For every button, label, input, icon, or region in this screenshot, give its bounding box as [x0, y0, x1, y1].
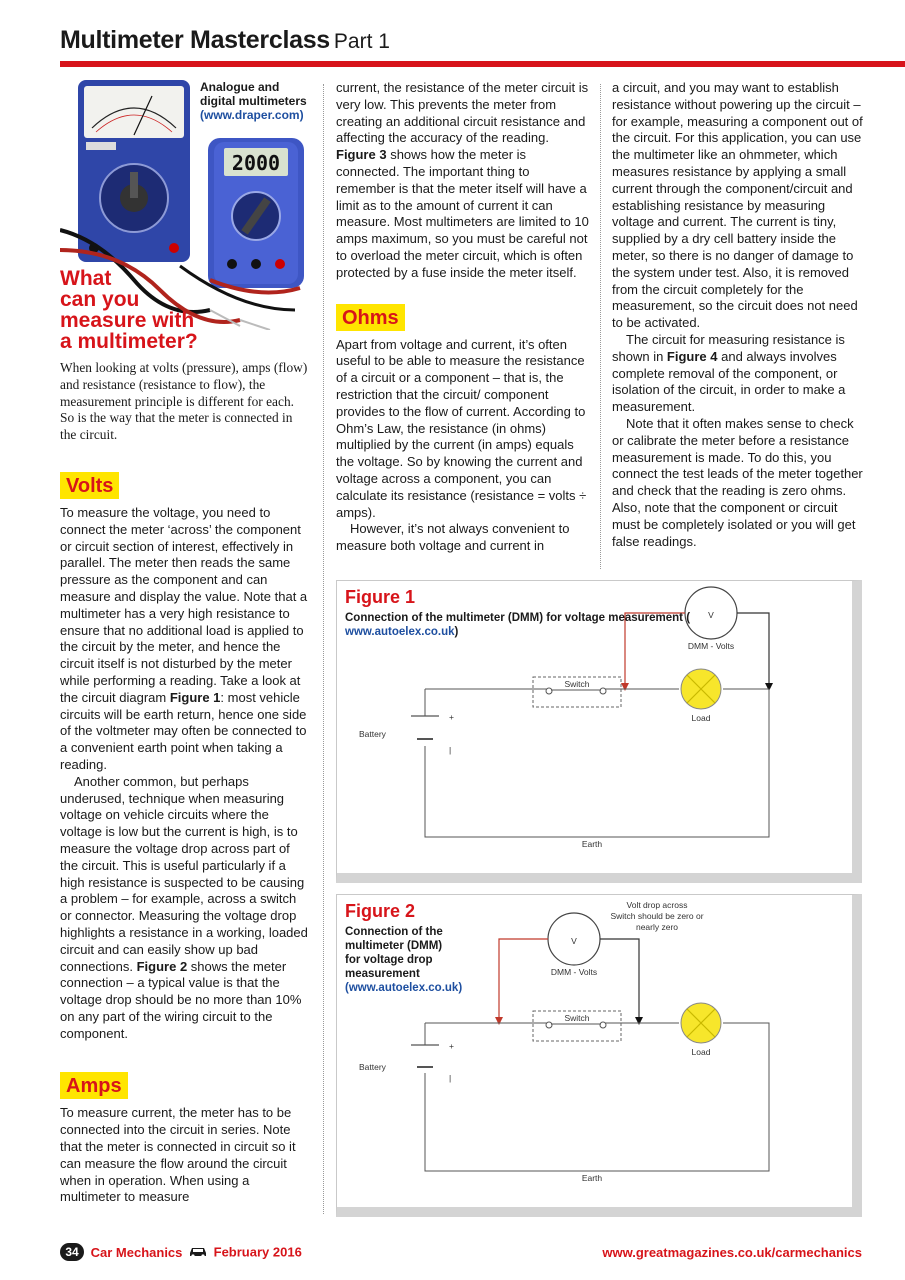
svg-text:Volt drop across: Volt drop across: [626, 900, 688, 910]
column-divider-1: [323, 84, 324, 1214]
svg-text:Switch: Switch: [564, 679, 590, 689]
ohms-heading: Ohms: [336, 304, 405, 331]
svg-text:Battery: Battery: [359, 1062, 386, 1072]
column-divider-2: [600, 84, 601, 569]
black-probe-wire: [737, 613, 769, 685]
autoelex-link-2[interactable]: (www.autoelex.co.uk): [345, 982, 463, 994]
page-number: 34: [60, 1243, 84, 1261]
volts-paragraph-1: To measure the voltage, you need to connect the meter ‘across’ the component or circuit section of interest, effectively in parallel. The meter then reads the same pressure as the component and can measure and display the value. Note that a multimeter has a very high resistance to ensure that no additional load is applied to the circuit by the meter, and hence the circuit itself is not disturbed by the meter while performing a reading. Take a look at the circuit diagram Figure 1: most vehicle circuits will be earth return, hence one side of the voltmeter may often be connected to a convenient earth point when taking a reading.: [60, 504, 308, 772]
svg-text:+: +: [449, 712, 454, 722]
svg-text:DMM - Volts: DMM - Volts: [687, 641, 735, 651]
black-probe-wire: [600, 939, 639, 1019]
column-3: [612, 80, 865, 550]
red-probe-wire: [499, 939, 548, 1019]
svg-text:Battery: Battery: [359, 729, 386, 739]
volts-heading: Volts: [60, 472, 119, 499]
intro-heading: What can you measure with a multimeter?: [60, 267, 198, 353]
page-header: [60, 26, 905, 55]
svg-text:Load: Load: [691, 1047, 711, 1057]
svg-text:Switch should be zero or: Switch should be zero or: [610, 911, 704, 921]
svg-text:V: V: [708, 610, 714, 620]
svg-text:DMM - Volts: DMM - Volts: [550, 967, 598, 977]
ohms-paragraph-4: The circuit for measuring resistance is shown in Figure 4 and always involves complete removal of the component, or isolation of the circuit, in order to make a measurement.: [612, 331, 846, 415]
circuit-wiring: [425, 689, 769, 837]
car-icon: [188, 1246, 208, 1258]
figure-1: [336, 580, 862, 883]
svg-text:Earth: Earth: [581, 839, 603, 849]
issue-date: February 2016: [213, 1244, 302, 1260]
figure-2-caption: Connection of the multimeter (DMM) for voltage drop measurement (www.autoelex.co.uk): [345, 926, 463, 994]
circuit-wiring: [425, 1023, 769, 1171]
svg-text:Load: Load: [691, 713, 711, 723]
figure-2: [336, 894, 862, 1217]
column-2: [336, 80, 589, 555]
ohms-paragraph-3: a circuit, and you may want to establish resistance without powering up the circuit – for example, measuring a component out of the circuit. For this application, you can use the multimeter like an ohmmeter, which measures resistance by applying a small current through the component/circuit and establishing resistance by measuring voltage and current. The current is tiny, supplied by a dry cell battery inside the meter, so there is no danger of damage to the system under test. Also, it is removed from the circuit completely for the measurement, so the circuit does not need to be activated.: [612, 80, 863, 331]
header-rule: [60, 61, 905, 67]
photo-caption: Analogue and digital multimeters (www.draper.com): [200, 80, 315, 122]
ohms-paragraph-2: However, it’s not always convenient to measure both voltage and current in: [336, 521, 570, 554]
intro-text: When looking at volts (pressure), amps (flow) and resistance (resistance to flow), the measurement principle is different for each. So is the way that the meter is connected in the circuit.: [60, 360, 308, 443]
page-part: Part 1: [333, 30, 390, 53]
svg-text:Switch: Switch: [564, 1013, 590, 1023]
analogue-meter-dial: [84, 86, 184, 138]
digital-meter-reading: 2000: [231, 151, 281, 175]
amps-heading: Amps: [60, 1072, 128, 1099]
column-1: [60, 80, 310, 1206]
figure-1-caption: Connection of the multimeter (DMM) for voltage measurement ( www.autoelex.co.uk): [345, 612, 691, 638]
draper-link[interactable]: (www.draper.com): [200, 108, 304, 122]
amps-paragraph-2: current, the resistance of the meter circuit is very low. This prevents the meter from creating an additional circuit resistance and affecting the accuracy of the reading. Figure 3 shows how the meter is connected. The important thing to remember is that the meter itself will have a limit as to the amount of current it can measure. Most multimeters are limited to 10 amps maximum, so you must be careful not to overload the meter circuit, which is often protected by a fuse inside the meter itself.: [336, 80, 589, 280]
ohms-paragraph-5: Note that it often makes sense to check or calibrate the meter before a resistance measurement is made. To do this, you connect the test leads of the meter together and check that the reading is zero ohms. Also, note that the component or circuit must be completely isolated or you will get false readings.: [612, 415, 863, 549]
svg-text:|: |: [449, 745, 452, 755]
autoelex-link-1[interactable]: www.autoelex.co.uk: [345, 626, 455, 638]
svg-text:+: +: [449, 1041, 454, 1051]
amps-paragraph-1: To measure current, the meter has to be connected into the circuit in series. Note that the meter is connected in circuit so it can measure the flow around the circuit when in operation. When using a multimeter to measure: [60, 1105, 296, 1205]
svg-text:|: |: [449, 1073, 452, 1083]
svg-text:nearly zero: nearly zero: [635, 922, 679, 932]
page-footer: [60, 1243, 862, 1263]
page-title: Multimeter Masterclass: [60, 26, 330, 54]
figure-2-title: Figure 2: [345, 901, 416, 921]
svg-text:Earth: Earth: [581, 1173, 603, 1183]
figure-1-title: Figure 1: [345, 587, 416, 607]
svg-text:V: V: [571, 936, 577, 946]
website-link[interactable]: www.greatmagazines.co.uk/carmechanics: [602, 1245, 862, 1260]
magazine-name: Car Mechanics: [90, 1244, 183, 1260]
volts-paragraph-2: Another common, but perhaps underused, technique when measuring voltage on vehicle circuits where the voltage is low but the current is high, is to measure the voltage drop across part of the circuit. This is useful particularly if a high resistance is suspected to be causing a problem – for example, across a switch or connector. Measuring the voltage drop highlights a resistance in a working, loaded circuit and can easily show up bad connections. Figure 2 shows the meter connection – a typical value is that the voltage drop should be no more than 10% on any part of the wiring circuit to the component.: [60, 773, 308, 1041]
ohms-paragraph-1: Apart from voltage and current, it’s often useful to be able to measure the resistance of a circuit or a component – that is, the restriction that the circuit/ component provides to the flow of current. According to Ohm’s Law, the resistance (in ohms) multiplied by the current (in amps) equals the voltage. So by knowing the current and voltage across a component, you can calculate its resistance (resistance = volts ÷ amps).: [336, 336, 587, 520]
